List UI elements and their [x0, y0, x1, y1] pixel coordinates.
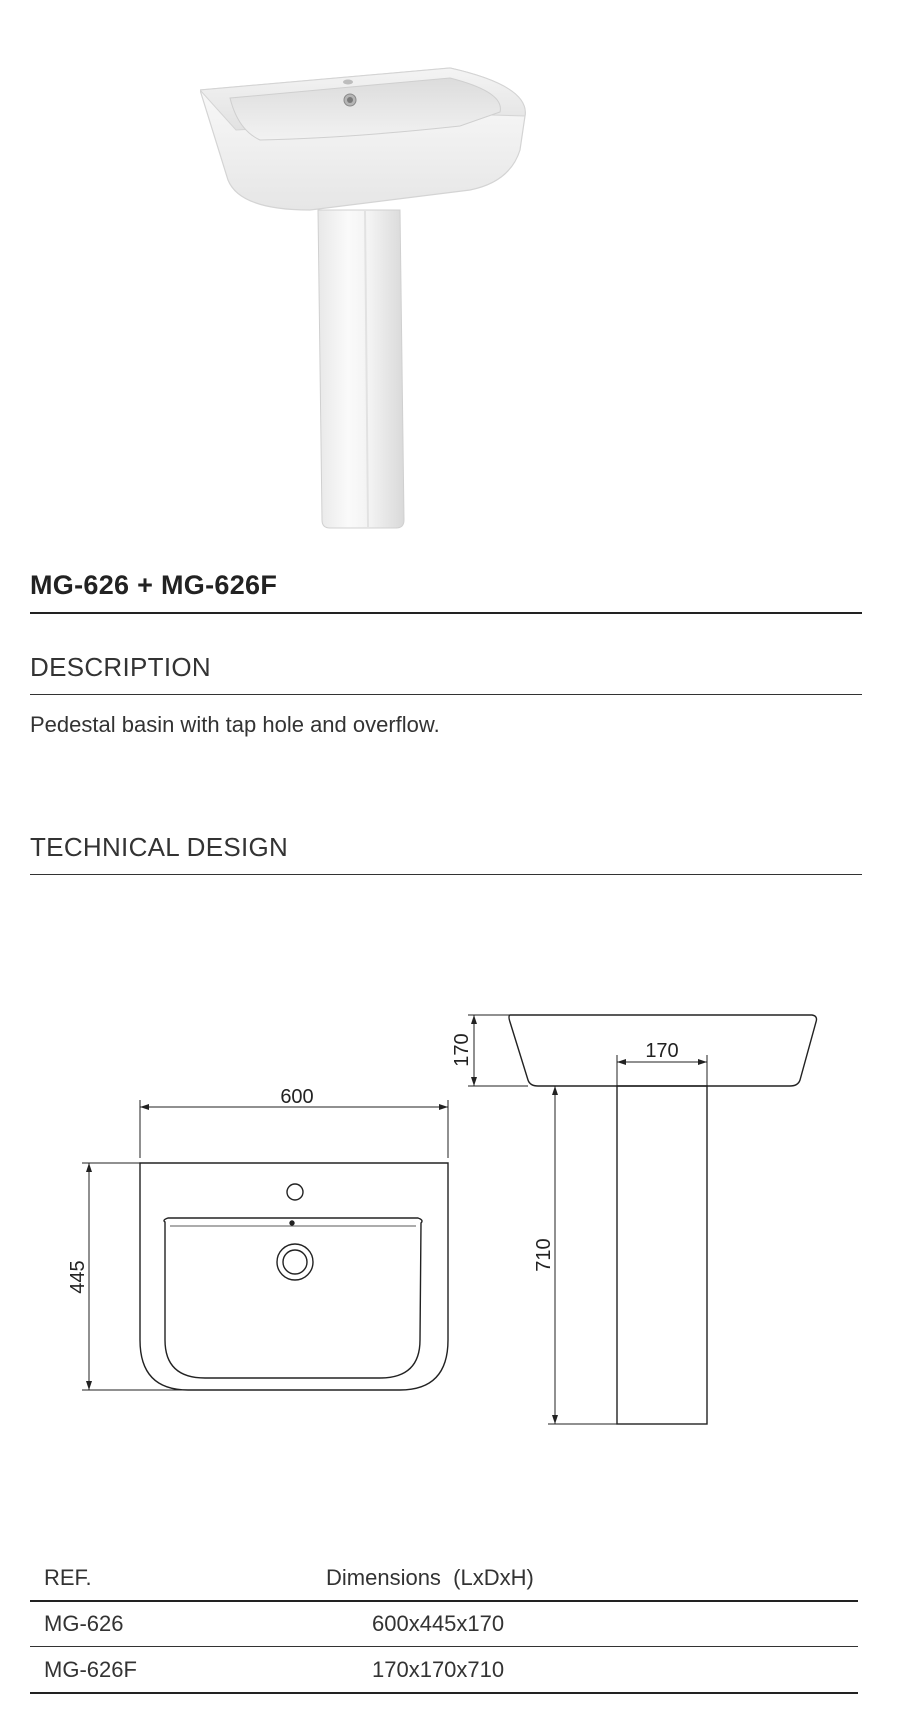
product-title: MG-626 + MG-626F	[30, 570, 278, 600]
technical-drawing	[0, 980, 898, 1460]
description-heading: DESCRIPTION	[30, 652, 211, 682]
table-row-1-dimensions: 600x445x170	[372, 1611, 505, 1636]
dim-depth-label: 445	[67, 1260, 89, 1294]
table-row-1-ref: MG-626	[44, 1611, 124, 1636]
basin-top-view-outline	[140, 1163, 448, 1390]
table-bottom-divider	[30, 1692, 858, 1694]
description-divider	[30, 694, 862, 695]
technical-heading: TECHNICAL DESIGN	[30, 832, 289, 862]
dim-pedestal-width-label: 170	[645, 1040, 679, 1062]
description-text: Pedestal basin with tap hole and overflow.	[30, 712, 440, 737]
table-row-1-divider	[30, 1646, 858, 1647]
table-row-2-dimensions: 170x170x710	[372, 1657, 505, 1682]
table-header-dimensions: Dimensions (LxDxH)	[326, 1565, 534, 1590]
basin-inner-bowl	[164, 1218, 422, 1378]
table-header-ref: REF.	[44, 1565, 92, 1590]
pedestal-side-view	[617, 1086, 707, 1424]
dim-width-label: 600	[280, 1086, 314, 1108]
tap-hole	[287, 1184, 303, 1200]
dim-basin-height-label: 170	[451, 1033, 473, 1067]
technical-divider	[30, 874, 862, 875]
dim-pedestal-height-label: 710	[533, 1238, 555, 1272]
product-photo	[200, 60, 590, 530]
table-header-divider	[30, 1600, 858, 1602]
table-row-2-ref: MG-626F	[44, 1657, 137, 1682]
title-divider	[30, 612, 862, 614]
